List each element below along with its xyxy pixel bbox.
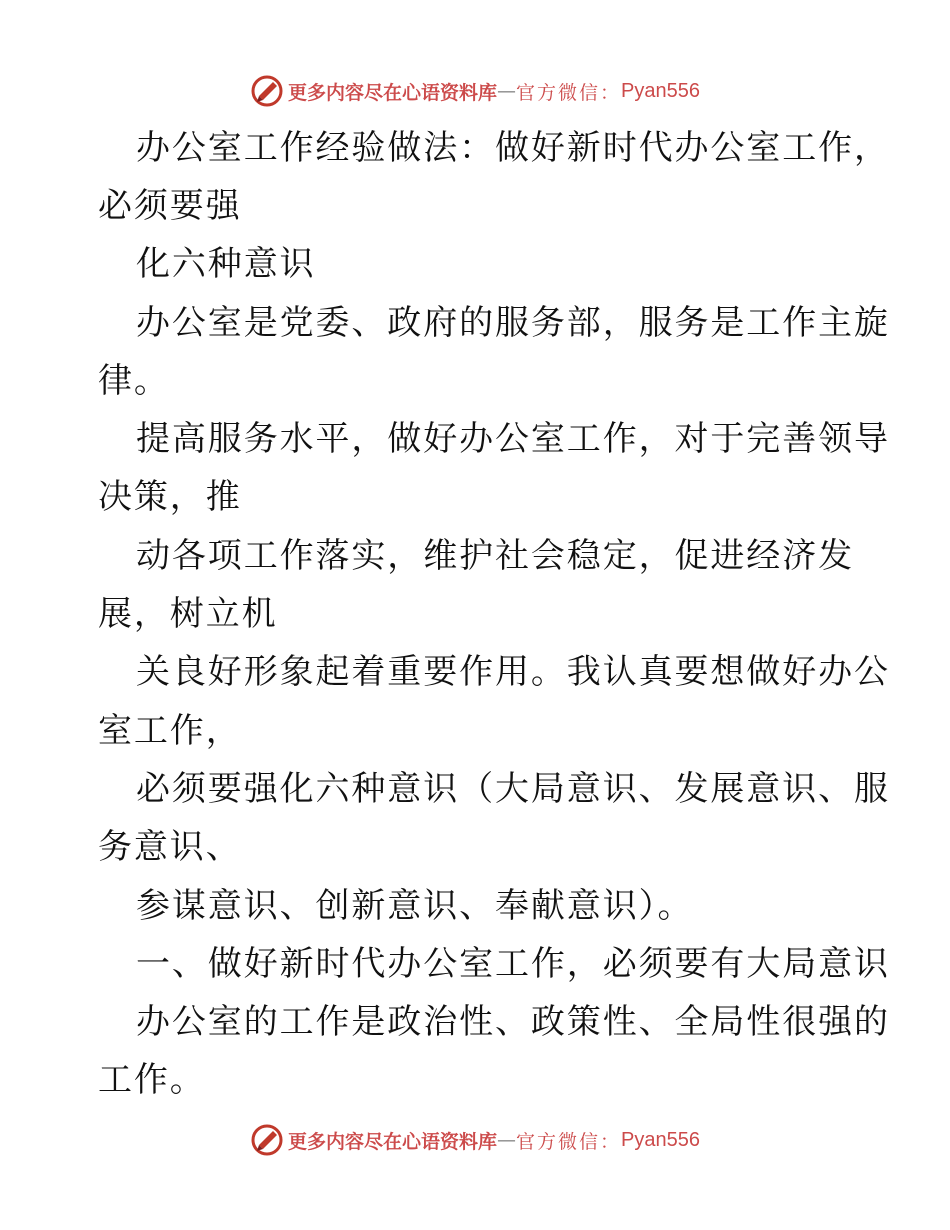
text-line: 室工作， <box>98 711 242 751</box>
text-line: 办公室的工作是政治性、政策性、全局性很强的 <box>136 1002 890 1042</box>
text-line: 律。 <box>98 361 170 401</box>
text-line: 办公室工作经验做法：做好新时代办公室工作， <box>136 128 890 168</box>
footer-watermark <box>0 1120 950 1160</box>
text-line: 关良好形象起着重要作用。我认真要想做好办公 <box>136 652 890 692</box>
text-line: 动各项工作落实，维护社会稳定，促进经济发 <box>136 536 854 576</box>
watermark-wechat-id: Pyan556 <box>621 1128 700 1151</box>
watermark-separator: — <box>497 80 517 102</box>
watermark-site-name: 更多内容尽在心语资料库 <box>288 81 498 104</box>
text-line: 参谋意识、创新意识、奉献意识）。 <box>136 886 694 926</box>
watermark-wechat-label: 官方微信： <box>516 1130 622 1153</box>
text-line: 决策，推 <box>98 477 242 517</box>
text-line: 展，树立机 <box>98 594 278 634</box>
brand-logo-icon <box>250 1123 284 1157</box>
text-line: 办公室是党委、政府的服务部，服务是工作主旋 <box>136 303 890 343</box>
text-line: 提高服务水平，做好办公室工作，对于完善领导 <box>136 419 890 459</box>
text-line: 务意识、 <box>98 827 242 867</box>
brand-logo-icon <box>250 74 284 108</box>
watermark-site-name: 更多内容尽在心语资料库 <box>288 1130 498 1153</box>
text-line: 化六种意识 <box>136 244 316 284</box>
watermark-wechat-id: Pyan556 <box>621 79 700 102</box>
text-line: 必须要强化六种意识（大局意识、发展意识、服 <box>136 769 890 809</box>
text-line: 必须要强 <box>98 186 242 226</box>
text-line: 一、做好新时代办公室工作，必须要有大局意识 <box>136 944 890 984</box>
header-watermark <box>0 71 950 111</box>
watermark-separator: — <box>497 1129 517 1151</box>
text-line: 工作。 <box>98 1060 206 1100</box>
watermark-wechat-label: 官方微信： <box>516 81 622 104</box>
